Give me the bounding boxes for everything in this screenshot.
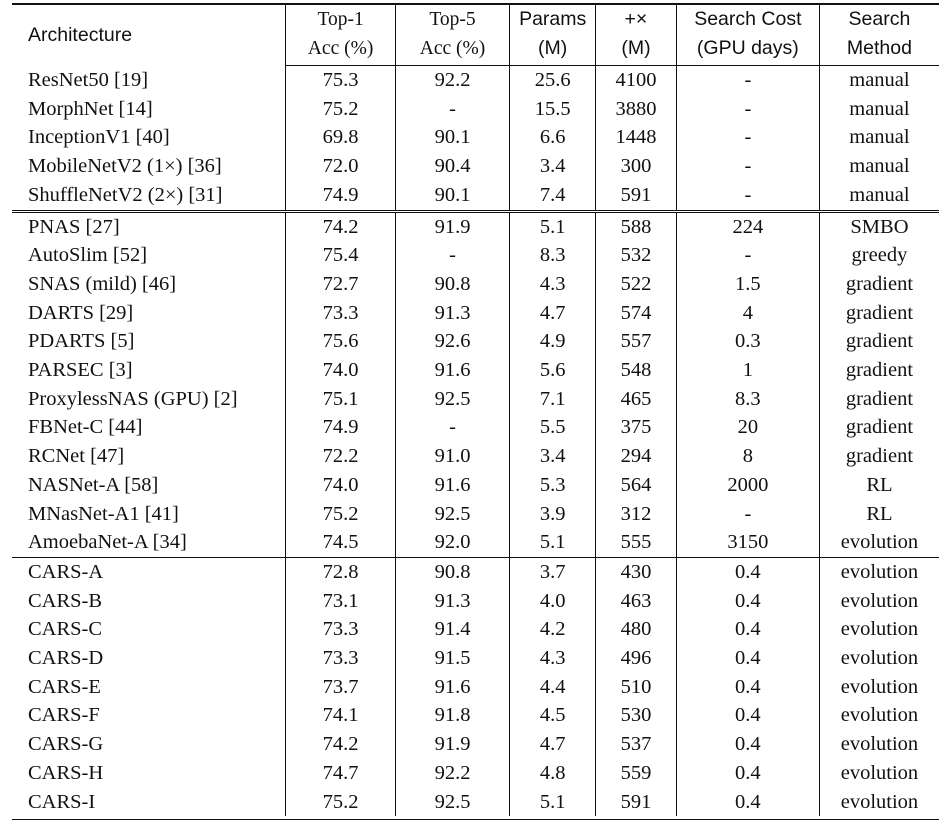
table-row [12,557,939,586]
cell-search-cost: 1.5 [676,270,819,299]
cell-search-cost: - [676,181,819,211]
cell-top1: 75.1 [286,385,395,414]
cell-top1: 72.2 [286,442,395,471]
cell-params: 7.4 [510,181,596,211]
cell-architecture: DARTS [29] [28,301,134,324]
table-row [12,442,939,471]
cell-top5: 91.6 [395,673,509,702]
cell-top1: 75.2 [286,788,395,817]
table-row [12,730,939,759]
cell-architecture: NASNet-A [58] [28,473,159,496]
cell-search-method: evolution [819,788,939,817]
cell-search-cost: 0.4 [676,644,819,673]
table-row [12,66,939,95]
cell-top1: 74.9 [286,413,395,442]
cell-top5: 90.8 [395,270,509,299]
table-row [12,673,939,702]
header-cost-line2: (GPU days) [676,34,819,66]
cell-architecture: CARS-D [28,647,104,670]
table-row [12,385,939,414]
cell-ops: 465 [596,385,677,414]
cell-search-method: gradient [819,413,939,442]
cell-architecture: InceptionV1 [40] [28,126,170,149]
cell-top1: 73.7 [286,673,395,702]
cell-ops: 4100 [596,66,677,95]
cell-search-cost: 0.4 [676,759,819,788]
cell-top5: 91.9 [395,211,509,241]
cell-architecture: PARSEC [3] [28,359,133,382]
cell-top1: 75.3 [286,66,395,95]
cell-top5: 92.2 [395,66,509,95]
cell-params: 4.3 [510,270,596,299]
cell-top1: 75.6 [286,327,395,356]
cell-search-method: RL [819,500,939,529]
cell-architecture: AutoSlim [52] [28,244,148,267]
cell-params: 6.6 [510,123,596,152]
table-row [12,701,939,730]
cell-ops: 510 [596,673,677,702]
table-row [12,181,939,211]
cell-search-method: evolution [819,615,939,644]
cell-architecture: CARS-C [28,618,103,641]
cell-ops: 555 [596,528,677,557]
cell-top5: 90.1 [395,123,509,152]
cell-search-method: manual [819,181,939,211]
cell-ops: 522 [596,270,677,299]
table-bottom-rule [12,819,939,820]
cell-top5: 90.4 [395,152,509,181]
cell-params: 4.7 [510,730,596,759]
cell-top5: - [395,413,509,442]
table-row [12,241,939,270]
cell-search-method: evolution [819,701,939,730]
table-row [12,788,939,817]
cell-architecture: RCNet [47] [28,445,125,468]
cell-top1: 73.3 [286,644,395,673]
cell-architecture: CARS-B [28,589,103,612]
cell-top5: 92.5 [395,500,509,529]
cell-top5: 91.4 [395,615,509,644]
cell-search-cost: - [676,66,819,95]
results-table-container [12,3,939,820]
cell-ops: 1448 [596,123,677,152]
cell-architecture: CARS-E [28,675,101,698]
cell-architecture: CARS-G [28,733,104,756]
cell-top5: 91.9 [395,730,509,759]
cell-search-method: SMBO [819,211,939,241]
header-top1-line2: Acc (%) [286,34,395,66]
table-row [12,644,939,673]
cell-search-cost: 2000 [676,471,819,500]
cell-top1: 72.7 [286,270,395,299]
cell-architecture: CARS-F [28,704,100,727]
cell-top5: 91.3 [395,587,509,616]
cell-search-method: evolution [819,557,939,586]
table-row [12,500,939,529]
table-row [12,299,939,328]
header-top5-line2: Acc (%) [395,34,509,66]
cell-params: 8.3 [510,241,596,270]
cell-search-method: gradient [819,299,939,328]
cell-ops: 3880 [596,95,677,124]
cell-search-method: gradient [819,270,939,299]
cell-params: 3.4 [510,442,596,471]
cell-top1: 73.1 [286,587,395,616]
cell-top5: 91.5 [395,644,509,673]
cell-params: 4.9 [510,327,596,356]
table-row [12,270,939,299]
cell-architecture: MobileNetV2 (1×) [36] [28,155,222,178]
header-params-line1: Params [510,5,596,34]
cell-architecture: ShuffleNetV2 (2×) [31] [28,183,223,206]
cell-ops: 375 [596,413,677,442]
cell-top1: 75.4 [286,241,395,270]
cell-top1: 73.3 [286,299,395,328]
cell-params: 4.4 [510,673,596,702]
header-cost-line1: Search Cost [676,5,819,34]
cell-ops: 557 [596,327,677,356]
cell-architecture: CARS-A [12,557,286,586]
cell-params: 3.4 [510,152,596,181]
cell-search-cost: - [676,95,819,124]
cell-top5: 92.5 [395,788,509,817]
cell-search-cost: 8 [676,442,819,471]
cell-ops: 496 [596,644,677,673]
cell-top5: - [395,241,509,270]
cell-search-cost: 0.4 [676,673,819,702]
table-row [12,123,939,152]
cell-top1: 75.2 [286,95,395,124]
table-row [12,471,939,500]
cell-search-cost: - [676,500,819,529]
cell-params: 4.0 [510,587,596,616]
cell-architecture: PNAS [27] [12,211,286,241]
header-params-line2: (M) [510,34,596,66]
cell-architecture: AmoebaNet-A [34] [28,531,187,554]
cell-architecture: SNAS (mild) [46] [28,272,177,295]
header-ops-line2: (M) [596,34,677,66]
cell-ops: 591 [596,181,677,211]
cell-params: 5.5 [510,413,596,442]
cell-params: 4.7 [510,299,596,328]
cell-search-method: evolution [819,528,939,557]
cell-ops: 480 [596,615,677,644]
cell-search-cost: - [676,241,819,270]
cell-search-cost: 0.4 [676,615,819,644]
table-row [12,327,939,356]
table-row [12,759,939,788]
table-row [12,587,939,616]
table-row [12,152,939,181]
cell-search-method: evolution [819,673,939,702]
comparison-table [12,5,939,816]
cell-top1: 74.5 [286,528,395,557]
cell-top5: 92.2 [395,759,509,788]
cell-architecture: ResNet50 [19] [28,68,149,91]
table-row [12,356,939,385]
cell-top5: 92.6 [395,327,509,356]
cell-ops: 532 [596,241,677,270]
cell-search-cost: 0.4 [676,587,819,616]
cell-search-method: gradient [819,385,939,414]
cell-search-method: RL [819,471,939,500]
cell-top5: 91.3 [395,299,509,328]
cell-search-cost: 0.4 [676,557,819,586]
header-top5-line1: Top-5 [395,5,509,34]
table-row [12,528,939,557]
cell-search-cost: 0.4 [676,730,819,759]
header-top1-line1: Top-1 [286,5,395,34]
cell-params: 4.3 [510,644,596,673]
cell-params: 7.1 [510,385,596,414]
cell-ops: 591 [596,788,677,817]
cell-search-method: evolution [819,730,939,759]
cell-search-cost: 0.3 [676,327,819,356]
cell-ops: 430 [596,557,677,586]
cell-ops: 559 [596,759,677,788]
cell-top5: 91.6 [395,471,509,500]
cell-params: 5.3 [510,471,596,500]
cell-params: 3.7 [510,557,596,586]
cell-search-method: evolution [819,587,939,616]
cell-params: 5.1 [510,528,596,557]
cell-search-cost: 0.4 [676,788,819,817]
header-method-line1: Search [819,5,939,34]
cell-ops: 588 [596,211,677,241]
header-ops-line1: +× [596,5,677,34]
cell-ops: 530 [596,701,677,730]
header-architecture: Architecture [28,23,133,46]
cell-search-method: gradient [819,356,939,385]
table-row [12,413,939,442]
cell-search-cost: 1 [676,356,819,385]
cell-top5: 90.1 [395,181,509,211]
cell-search-method: manual [819,123,939,152]
cell-architecture: MorphNet [14] [28,97,153,120]
cell-top1: 74.9 [286,181,395,211]
cell-search-method: gradient [819,327,939,356]
table-row [12,615,939,644]
cell-search-cost: 0.4 [676,701,819,730]
cell-params: 3.9 [510,500,596,529]
cell-search-cost: 20 [676,413,819,442]
cell-search-cost: - [676,123,819,152]
cell-params: 4.5 [510,701,596,730]
table-header [12,5,939,66]
cell-architecture: CARS-H [28,761,104,784]
table-row [12,95,939,124]
cell-params: 25.6 [510,66,596,95]
cell-params: 4.2 [510,615,596,644]
cell-top5: 91.0 [395,442,509,471]
cell-search-method: greedy [819,241,939,270]
cell-architecture: CARS-I [28,790,96,813]
cell-ops: 294 [596,442,677,471]
cell-top1: 73.3 [286,615,395,644]
cell-params: 15.5 [510,95,596,124]
cell-top5: 92.0 [395,528,509,557]
cell-search-cost: 224 [676,211,819,241]
cell-ops: 574 [596,299,677,328]
cell-top1: 72.8 [286,557,395,586]
cell-top5: 90.8 [395,557,509,586]
cell-architecture: FBNet-C [44] [28,416,143,439]
cell-search-cost: - [676,152,819,181]
header-method-line2: Method [819,34,939,66]
cell-top1: 74.2 [286,211,395,241]
cell-search-cost: 3150 [676,528,819,557]
cell-top1: 74.7 [286,759,395,788]
cell-ops: 548 [596,356,677,385]
cell-ops: 312 [596,500,677,529]
cell-architecture: PDARTS [5] [28,330,135,353]
cell-top1: 74.0 [286,471,395,500]
cell-top1: 74.0 [286,356,395,385]
cell-top1: 74.1 [286,701,395,730]
cell-search-method: manual [819,66,939,95]
cell-top5: - [395,95,509,124]
table-row [12,211,939,241]
cell-top5: 92.5 [395,385,509,414]
cell-params: 4.8 [510,759,596,788]
cell-top1: 75.2 [286,500,395,529]
cell-top5: 91.6 [395,356,509,385]
cell-ops: 463 [596,587,677,616]
cell-top1: 74.2 [286,730,395,759]
cell-ops: 537 [596,730,677,759]
cell-search-method: manual [819,95,939,124]
cell-params: 5.6 [510,356,596,385]
cell-search-method: evolution [819,644,939,673]
cell-params: 5.1 [510,211,596,241]
cell-architecture: ProxylessNAS (GPU) [2] [28,387,238,410]
cell-params: 5.1 [510,788,596,817]
cell-search-method: manual [819,152,939,181]
cell-ops: 300 [596,152,677,181]
cell-search-cost: 8.3 [676,385,819,414]
cell-top5: 91.8 [395,701,509,730]
cell-search-method: gradient [819,442,939,471]
cell-architecture: MNasNet-A1 [41] [28,502,179,525]
cell-search-method: evolution [819,759,939,788]
cell-top1: 69.8 [286,123,395,152]
table-body [12,66,939,817]
cell-search-cost: 4 [676,299,819,328]
cell-ops: 564 [596,471,677,500]
cell-top1: 72.0 [286,152,395,181]
